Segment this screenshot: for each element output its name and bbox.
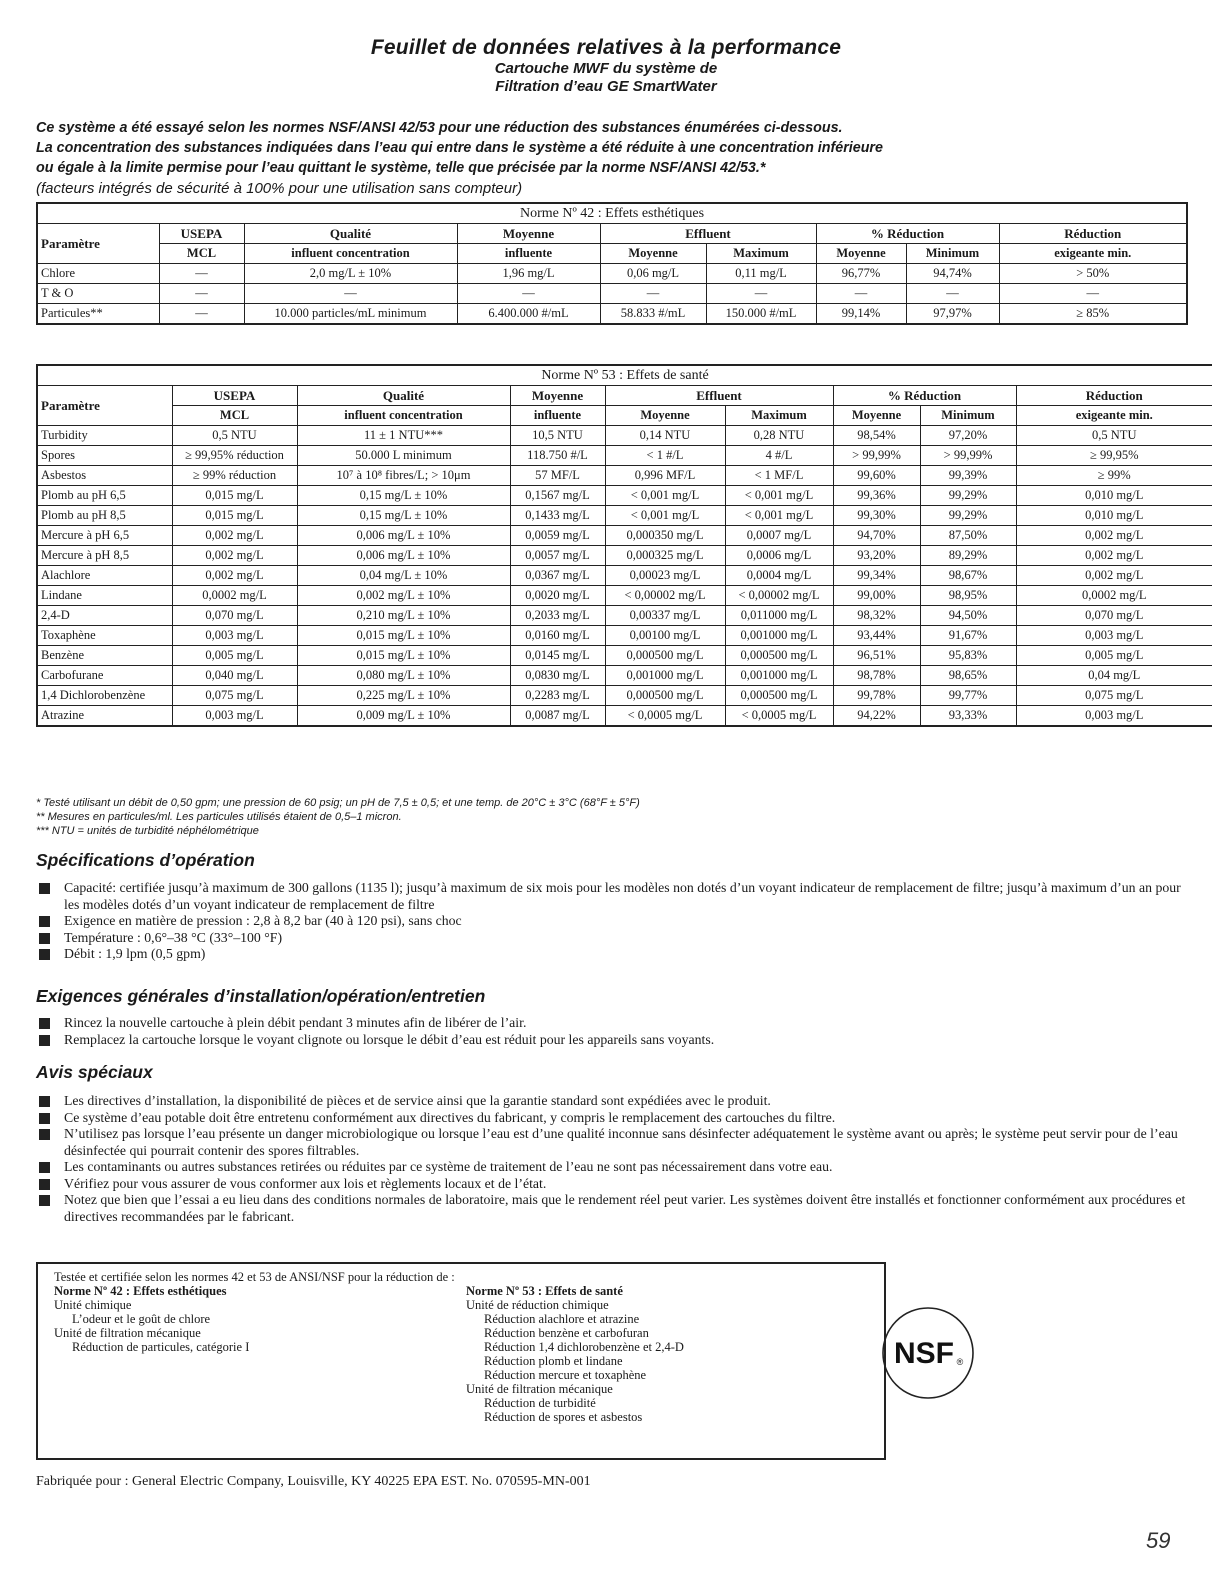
square-bullet-icon bbox=[39, 1113, 50, 1124]
col-header-red-avg: Moyenne bbox=[816, 244, 906, 264]
table-cell: — bbox=[706, 284, 816, 304]
col-header-usepa: USEPA bbox=[172, 386, 297, 406]
table-cell: < 0,00002 mg/L bbox=[725, 586, 833, 606]
cert-line: Unité chimique bbox=[54, 1298, 132, 1312]
table-cell: 0,003 mg/L bbox=[172, 626, 297, 646]
table-cell: 0,015 mg/L ± 10% bbox=[297, 626, 510, 646]
col-header-required: Réduction bbox=[1016, 386, 1212, 406]
table-cell: > 50% bbox=[999, 264, 1187, 284]
table-cell: 0,000500 mg/L bbox=[605, 646, 725, 666]
col-header-effluent: Effluent bbox=[605, 386, 833, 406]
table-cell: 0,001000 mg/L bbox=[725, 666, 833, 686]
table-cell: 10,5 NTU bbox=[510, 426, 605, 446]
list-item bbox=[36, 1032, 1186, 1049]
table-cell: 99,29% bbox=[920, 486, 1016, 506]
table-cell: 0,11 mg/L bbox=[706, 264, 816, 284]
intro-line-3: ou égale à la limite permise pour l’eau quittant le système, telle que précisée par la norme NSF/ANSI 42/53.* bbox=[36, 160, 766, 176]
table-cell: 99,30% bbox=[833, 506, 920, 526]
table-cell: 99,60% bbox=[833, 466, 920, 486]
table-row bbox=[37, 646, 1212, 666]
table-cell: 99,29% bbox=[920, 506, 1016, 526]
table-row bbox=[37, 686, 1212, 706]
col-header-mcl: MCL bbox=[172, 406, 297, 426]
col-header-param: Paramètre bbox=[37, 386, 172, 426]
row-parameter-cell: Toxaphène bbox=[37, 626, 172, 646]
table-cell: 0,006 mg/L ± 10% bbox=[297, 546, 510, 566]
row-parameter-cell: Benzène bbox=[37, 646, 172, 666]
row-parameter-cell: Mercure à pH 6,5 bbox=[37, 526, 172, 546]
list-item-text: Exigence en matière de pression : 2,8 à 8,2 bar (40 à 120 psi), sans choc bbox=[64, 913, 462, 928]
list-item-text: Ce système d’eau potable doit être entretenu conformément aux directives du fabricant, y compris le remplacement des cartouches du filtre. bbox=[64, 1109, 836, 1125]
table-cell: 89,29% bbox=[920, 546, 1016, 566]
table-cell: > 99,99% bbox=[833, 446, 920, 466]
square-bullet-icon bbox=[39, 1035, 50, 1046]
row-parameter-cell: Plomb au pH 6,5 bbox=[37, 486, 172, 506]
row-parameter-cell: Particules** bbox=[37, 304, 159, 325]
row-parameter-cell: Plomb au pH 8,5 bbox=[37, 506, 172, 526]
list-item bbox=[36, 1015, 1186, 1032]
table-cell: 0,0830 mg/L bbox=[510, 666, 605, 686]
table-cell: — bbox=[159, 264, 244, 284]
table-cell: 0,040 mg/L bbox=[172, 666, 297, 686]
col-header-required-min: exigeante min. bbox=[999, 244, 1187, 264]
square-bullet-icon bbox=[39, 1162, 50, 1173]
table-cell: 0,0020 mg/L bbox=[510, 586, 605, 606]
square-bullet-icon bbox=[39, 883, 50, 894]
table-row bbox=[37, 304, 1187, 325]
square-bullet-icon bbox=[39, 1018, 50, 1029]
square-bullet-icon bbox=[39, 916, 50, 927]
page-title: Feuillet de données relatives à la performance bbox=[370, 36, 842, 59]
table-cell: — bbox=[999, 284, 1187, 304]
table-cell: 0,0002 mg/L bbox=[1016, 586, 1212, 606]
table-cell: 0,0004 mg/L bbox=[725, 566, 833, 586]
table-cell: < 1 MF/L bbox=[725, 466, 833, 486]
col-header-eff-avg: Moyenne bbox=[605, 406, 725, 426]
table-cell: — bbox=[159, 284, 244, 304]
table-cell: 96,51% bbox=[833, 646, 920, 666]
table-cell: 93,33% bbox=[920, 706, 1016, 727]
list-item bbox=[36, 913, 1186, 930]
table-cell: 0,002 mg/L bbox=[1016, 526, 1212, 546]
table-cell: 0,070 mg/L bbox=[172, 606, 297, 626]
special-notices-list bbox=[36, 1093, 1186, 1225]
table-cell: 0,000500 mg/L bbox=[725, 686, 833, 706]
table-cell: 0,075 mg/L bbox=[172, 686, 297, 706]
table-cell: 97,97% bbox=[906, 304, 999, 325]
col-header-influent: influente bbox=[510, 406, 605, 426]
table-cell: 0,0059 mg/L bbox=[510, 526, 605, 546]
table-cell: 0,00100 mg/L bbox=[605, 626, 725, 646]
table-cell: 10⁷ à 10⁸ fibres/L; > 10μm bbox=[297, 466, 510, 486]
col-header-eff-avg: Moyenne bbox=[600, 244, 706, 264]
col-header-effluent: Effluent bbox=[600, 224, 816, 244]
table-row bbox=[37, 606, 1212, 626]
intro-line-2: La concentration des substances indiquées dans l’eau qui entre dans le système a été réduite à une concentration inférieure bbox=[36, 140, 883, 156]
table-standard-42 bbox=[36, 202, 1188, 325]
table-cell: 0,0057 mg/L bbox=[510, 546, 605, 566]
table-cell: 2,0 mg/L ± 10% bbox=[244, 264, 457, 284]
table-cell: — bbox=[457, 284, 600, 304]
square-bullet-icon bbox=[39, 1129, 50, 1140]
row-parameter-cell: Turbidity bbox=[37, 426, 172, 446]
col-header-influent: influente bbox=[457, 244, 600, 264]
table-cell: 0,015 mg/L bbox=[172, 506, 297, 526]
table-cell: 96,77% bbox=[816, 264, 906, 284]
certification-box bbox=[36, 1262, 886, 1460]
cert-53-list bbox=[466, 1298, 684, 1424]
list-item bbox=[36, 1093, 1186, 1110]
table-cell: 0,000325 mg/L bbox=[605, 546, 725, 566]
table-cell: 0,04 mg/L bbox=[1016, 666, 1212, 686]
intro-line-1: Ce système a été essayé selon les normes NSF/ANSI 42/53 pour une réduction des substances énumérées ci-dessous. bbox=[36, 120, 843, 136]
list-item-text: Température : 0,6°–38 °C (33°–100 °F) bbox=[64, 929, 283, 945]
subtitle-line-1: Cartouche MWF du système de bbox=[494, 60, 718, 77]
table-cell: 0,210 mg/L ± 10% bbox=[297, 606, 510, 626]
list-item bbox=[36, 880, 1186, 913]
col-header-avg: Moyenne bbox=[510, 386, 605, 406]
cert-line: Réduction de turbidité bbox=[484, 1396, 596, 1410]
col-header-reduction: % Réduction bbox=[833, 386, 1016, 406]
table-cell: 0,011000 mg/L bbox=[725, 606, 833, 626]
table-cell: ≥ 99,95% bbox=[1016, 446, 1212, 466]
table-standard-53 bbox=[36, 364, 1212, 727]
nsf-logo-text: NSF bbox=[894, 1337, 954, 1370]
col-header-usepa: USEPA bbox=[159, 224, 244, 244]
table-cell: 0,003 mg/L bbox=[1016, 706, 1212, 727]
nsf-logo bbox=[880, 1305, 976, 1401]
col-header-eff-max: Maximum bbox=[706, 244, 816, 264]
table-cell: 93,20% bbox=[833, 546, 920, 566]
col-header-avg: Moyenne bbox=[457, 224, 600, 244]
table-cell: 0,002 mg/L bbox=[172, 526, 297, 546]
table-cell: 0,06 mg/L bbox=[600, 264, 706, 284]
col-header-param: Paramètre bbox=[37, 224, 159, 264]
list-item-text: Les directives d’installation, la disponibilité de pièces et de service ainsi que la garantie standard sont expédiées avec le produit. bbox=[64, 1093, 771, 1108]
table-cell: 0,003 mg/L bbox=[1016, 626, 1212, 646]
cert-line: Unité de filtration mécanique bbox=[466, 1382, 613, 1396]
table-cell: 98,32% bbox=[833, 606, 920, 626]
page-number: 59 bbox=[1146, 1528, 1171, 1553]
table-cell: 0,001000 mg/L bbox=[725, 626, 833, 646]
table-cell: 97,20% bbox=[920, 426, 1016, 446]
col-header-influent-conc: influent concentration bbox=[244, 244, 457, 264]
list-item bbox=[36, 1126, 1186, 1159]
table-53-body bbox=[37, 426, 1212, 727]
table-row bbox=[37, 526, 1212, 546]
table-cell: 11 ± 1 NTU*** bbox=[297, 426, 510, 446]
subtitle-line-2: Filtration d’eau GE SmartWater bbox=[495, 78, 717, 95]
table-cell: 6.400.000 #/mL bbox=[457, 304, 600, 325]
table-row bbox=[37, 626, 1212, 646]
table-cell: 87,50% bbox=[920, 526, 1016, 546]
table-cell: 10.000 particles/mL minimum bbox=[244, 304, 457, 325]
table-cell: 0,15 mg/L ± 10% bbox=[297, 506, 510, 526]
footnote-1: * Testé utilisant un débit de 0,50 gpm; une pression de 60 psig; un pH de 7,5 ± 0,5; et une temp. de 20°C ± 3°C (68°F ± 5°F) bbox=[36, 797, 640, 809]
table-row bbox=[37, 546, 1212, 566]
col-header-red-avg: Moyenne bbox=[833, 406, 920, 426]
table-row bbox=[37, 426, 1212, 446]
footnote-3: *** NTU = unités de turbidité néphélométrique bbox=[36, 825, 259, 837]
table-cell: 0,28 NTU bbox=[725, 426, 833, 446]
cert-line: Réduction de particules, catégorie I bbox=[72, 1340, 250, 1354]
table-cell: 98,54% bbox=[833, 426, 920, 446]
list-item bbox=[36, 930, 1186, 947]
table-53-title: Norme Nº 53 : Effets de santé bbox=[37, 365, 1212, 386]
table-42-title: Norme Nº 42 : Effets esthétiques bbox=[37, 203, 1187, 224]
table-cell: 0,00023 mg/L bbox=[605, 566, 725, 586]
cert-line: Unité de réduction chimique bbox=[466, 1298, 609, 1312]
table-cell: 94,74% bbox=[906, 264, 999, 284]
table-cell: — bbox=[159, 304, 244, 325]
table-cell: 0,010 mg/L bbox=[1016, 486, 1212, 506]
row-parameter-cell: 1,4 Dichlorobenzène bbox=[37, 686, 172, 706]
table-cell: 99,34% bbox=[833, 566, 920, 586]
section-title-installation: Exigences générales d’installation/opération/entretien bbox=[36, 986, 486, 1006]
table-cell: 0,075 mg/L bbox=[1016, 686, 1212, 706]
table-cell: 0,070 mg/L bbox=[1016, 606, 1212, 626]
table-cell: 0,0160 mg/L bbox=[510, 626, 605, 646]
col-header-eff-max: Maximum bbox=[725, 406, 833, 426]
cert-line: Réduction benzène et carbofuran bbox=[484, 1326, 649, 1340]
table-cell: < 1 #/L bbox=[605, 446, 725, 466]
col-header-influent-conc: influent concentration bbox=[297, 406, 510, 426]
cert-line: Réduction alachlore et atrazine bbox=[484, 1312, 640, 1326]
table-cell: 1,96 mg/L bbox=[457, 264, 600, 284]
table-cell: ≥ 99,95% réduction bbox=[172, 446, 297, 466]
table-cell: 0,002 mg/L bbox=[172, 546, 297, 566]
table-cell: 93,44% bbox=[833, 626, 920, 646]
header bbox=[0, 36, 1212, 96]
table-cell: 98,65% bbox=[920, 666, 1016, 686]
table-row bbox=[37, 284, 1187, 304]
row-parameter-cell: Carbofurane bbox=[37, 666, 172, 686]
footnotes bbox=[36, 796, 640, 838]
col-header-red-min: Minimum bbox=[906, 244, 999, 264]
table-row bbox=[37, 586, 1212, 606]
table-row bbox=[37, 486, 1212, 506]
list-item bbox=[36, 1192, 1186, 1225]
table-cell: 0,080 mg/L ± 10% bbox=[297, 666, 510, 686]
col-header-mcl: MCL bbox=[159, 244, 244, 264]
table-cell: > 99,99% bbox=[920, 446, 1016, 466]
list-item-text: Débit : 1,9 lpm (0,5 gpm) bbox=[64, 946, 206, 961]
table-cell: 0,00337 mg/L bbox=[605, 606, 725, 626]
cert-line: Réduction 1,4 dichlorobenzène et 2,4-D bbox=[484, 1340, 684, 1354]
table-cell: < 0,001 mg/L bbox=[725, 486, 833, 506]
cert-column-53 bbox=[466, 1284, 684, 1424]
table-cell: 4 #/L bbox=[725, 446, 833, 466]
table-row bbox=[37, 666, 1212, 686]
col-header-required-min: exigeante min. bbox=[1016, 406, 1212, 426]
cert-42-list bbox=[54, 1298, 249, 1354]
table-cell: 0,04 mg/L ± 10% bbox=[297, 566, 510, 586]
row-parameter-cell: 2,4-D bbox=[37, 606, 172, 626]
table-cell: 0,996 MF/L bbox=[605, 466, 725, 486]
table-cell: 150.000 #/mL bbox=[706, 304, 816, 325]
table-cell: 91,67% bbox=[920, 626, 1016, 646]
table-cell: 0,005 mg/L bbox=[1016, 646, 1212, 666]
table-cell: 0,009 mg/L ± 10% bbox=[297, 706, 510, 727]
table-cell: 99,14% bbox=[816, 304, 906, 325]
table-cell: 0,15 mg/L ± 10% bbox=[297, 486, 510, 506]
table-cell: 0,14 NTU bbox=[605, 426, 725, 446]
list-item bbox=[36, 1159, 1186, 1176]
list-item-text: N’utilisez pas lorsque l’eau présente un danger microbiologique ou lorsque l’eau est d’une qualité inconnue sans désinfecter adéquatement le système avant ou après; le système peut servir pour de l’eau désinfectée qui pourrait contenir des spores filtrables. bbox=[64, 1126, 1178, 1158]
square-bullet-icon bbox=[39, 1096, 50, 1107]
table-cell: 0,006 mg/L ± 10% bbox=[297, 526, 510, 546]
table-cell: 0,2283 mg/L bbox=[510, 686, 605, 706]
table-row bbox=[37, 446, 1212, 466]
col-header-quality: Qualité bbox=[297, 386, 510, 406]
intro-safety-note: (facteurs intégrés de sécurité à 100% pour une utilisation sans compteur) bbox=[36, 180, 523, 197]
list-item-text: Les contaminants ou autres substances retirées ou réduites par ce système de traitement de l’eau ne sont pas nécessairement dans votre eau. bbox=[64, 1159, 833, 1174]
table-cell: 0,0087 mg/L bbox=[510, 706, 605, 727]
table-cell: 0,5 NTU bbox=[1016, 426, 1212, 446]
row-parameter-cell: Alachlore bbox=[37, 566, 172, 586]
list-item-text: Vérifiez pour vous assurer de vous conformer aux lois et règlements locaux et de l’état. bbox=[64, 1175, 547, 1191]
table-cell: 0,0006 mg/L bbox=[725, 546, 833, 566]
list-item-text: Remplacez la cartouche lorsque le voyant clignote ou lorsque le débit d’eau est réduit pour les appareils sans voyants. bbox=[64, 1031, 715, 1047]
table-cell: < 0,00002 mg/L bbox=[605, 586, 725, 606]
table-cell: 0,000500 mg/L bbox=[605, 686, 725, 706]
table-cell: — bbox=[600, 284, 706, 304]
cert-line: L’odeur et le goût de chlore bbox=[72, 1312, 211, 1326]
table-cell: — bbox=[244, 284, 457, 304]
col-header-red-min: Minimum bbox=[920, 406, 1016, 426]
list-item bbox=[36, 1176, 1186, 1193]
table-cell: 0,0007 mg/L bbox=[725, 526, 833, 546]
table-cell: 94,22% bbox=[833, 706, 920, 727]
cert-line: Unité de filtration mécanique bbox=[54, 1326, 201, 1340]
row-parameter-cell: T & O bbox=[37, 284, 159, 304]
table-cell: 0,015 mg/L bbox=[172, 486, 297, 506]
table-cell: 0,225 mg/L ± 10% bbox=[297, 686, 510, 706]
cert-53-heading: Norme Nº 53 : Effets de santé bbox=[466, 1284, 623, 1298]
table-row bbox=[37, 506, 1212, 526]
table-cell: 0,002 mg/L ± 10% bbox=[297, 586, 510, 606]
table-cell: 0,2033 mg/L bbox=[510, 606, 605, 626]
col-header-required: Réduction bbox=[999, 224, 1187, 244]
list-item bbox=[36, 946, 1186, 963]
footnote-2: ** Mesures en particules/ml. Les particules utilisés étaient de 0,5–1 micron. bbox=[36, 811, 402, 823]
list-item-text: Notez que bien que l’essai a eu lieu dans des conditions normales de laboratoire, mais que le rendement réel peut varier. Les systèmes doivent être installés et fonctionner conformément aux procédures et directives recommandées par le fabricant. bbox=[64, 1192, 1186, 1224]
table-cell: 94,50% bbox=[920, 606, 1016, 626]
table-cell: 0,0002 mg/L bbox=[172, 586, 297, 606]
nsf-registered-mark: ® bbox=[956, 1357, 964, 1367]
table-cell: 0,002 mg/L bbox=[1016, 566, 1212, 586]
cert-column-42 bbox=[54, 1284, 249, 1354]
table-cell: 0,1433 mg/L bbox=[510, 506, 605, 526]
list-item bbox=[36, 1110, 1186, 1127]
table-cell: 58.833 #/mL bbox=[600, 304, 706, 325]
row-parameter-cell: Chlore bbox=[37, 264, 159, 284]
table-cell: 0,001000 mg/L bbox=[605, 666, 725, 686]
table-cell: 57 MF/L bbox=[510, 466, 605, 486]
table-cell: < 0,0005 mg/L bbox=[605, 706, 725, 727]
installation-list bbox=[36, 1015, 1186, 1048]
section-title-special-notices: Avis spéciaux bbox=[36, 1062, 153, 1082]
square-bullet-icon bbox=[39, 1179, 50, 1190]
table-cell: 99,39% bbox=[920, 466, 1016, 486]
manufacturer-footer: Fabriquée pour : General Electric Company, Louisville, KY 40225 EPA EST. No. 070595-MN-001 bbox=[36, 1474, 591, 1489]
row-parameter-cell: Lindane bbox=[37, 586, 172, 606]
table-cell: 0,005 mg/L bbox=[172, 646, 297, 666]
table-cell: < 0,001 mg/L bbox=[605, 486, 725, 506]
certification-intro: Testée et certifiée selon les normes 42 et 53 de ANSI/NSF pour la réduction de : bbox=[54, 1270, 455, 1284]
table-cell: 95,83% bbox=[920, 646, 1016, 666]
cert-42-heading: Norme Nº 42 : Effets esthétiques bbox=[54, 1284, 227, 1298]
list-item-text: Rincez la nouvelle cartouche à plein débit pendant 3 minutes afin de libérer de l’air. bbox=[64, 1015, 527, 1030]
table-cell: 0,000500 mg/L bbox=[725, 646, 833, 666]
table-cell: < 0,001 mg/L bbox=[725, 506, 833, 526]
table-cell: 0,5 NTU bbox=[172, 426, 297, 446]
table-cell: 99,78% bbox=[833, 686, 920, 706]
table-row bbox=[37, 566, 1212, 586]
table-cell: 98,78% bbox=[833, 666, 920, 686]
list-item-text: Capacité: certifiée jusqu’à maximum de 300 gallons (1135 l); jusqu’à maximum de six mois pour les modèles non dotés d’un voyant indicateur de remplacement de filtre; jusqu’à maximum d’un an pour les modèles dotés d’un voyant indicateur de remplacement de filtre bbox=[64, 880, 1181, 912]
table-cell: ≥ 99% bbox=[1016, 466, 1212, 486]
table-cell: 94,70% bbox=[833, 526, 920, 546]
table-cell: — bbox=[816, 284, 906, 304]
row-parameter-cell: Mercure à pH 8,5 bbox=[37, 546, 172, 566]
table-cell: 99,00% bbox=[833, 586, 920, 606]
table-cell: 0,002 mg/L bbox=[172, 566, 297, 586]
col-header-quality: Qualité bbox=[244, 224, 457, 244]
row-parameter-cell: Spores bbox=[37, 446, 172, 466]
table-cell: 0,003 mg/L bbox=[172, 706, 297, 727]
row-parameter-cell: Atrazine bbox=[37, 706, 172, 727]
cert-line: Réduction mercure et toxaphène bbox=[484, 1368, 647, 1382]
table-42-body bbox=[37, 264, 1187, 325]
table-cell: < 0,0005 mg/L bbox=[725, 706, 833, 727]
table-row bbox=[37, 466, 1212, 486]
table-cell: 99,77% bbox=[920, 686, 1016, 706]
cert-line: Réduction de spores et asbestos bbox=[484, 1410, 643, 1424]
table-cell: 0,000350 mg/L bbox=[605, 526, 725, 546]
table-cell: 98,67% bbox=[920, 566, 1016, 586]
table-cell: 0,0145 mg/L bbox=[510, 646, 605, 666]
cert-line: Réduction plomb et lindane bbox=[484, 1354, 623, 1368]
table-cell: 98,95% bbox=[920, 586, 1016, 606]
table-cell: 50.000 L minimum bbox=[297, 446, 510, 466]
specifications-list bbox=[36, 880, 1186, 963]
intro-text bbox=[36, 118, 1186, 178]
table-cell: 0,015 mg/L ± 10% bbox=[297, 646, 510, 666]
square-bullet-icon bbox=[39, 949, 50, 960]
table-cell: 118.750 #/L bbox=[510, 446, 605, 466]
table-cell: < 0,001 mg/L bbox=[605, 506, 725, 526]
row-parameter-cell: Asbestos bbox=[37, 466, 172, 486]
table-cell: ≥ 85% bbox=[999, 304, 1187, 325]
section-title-specifications: Spécifications d’opération bbox=[36, 850, 255, 870]
table-cell: ≥ 99% réduction bbox=[172, 466, 297, 486]
table-cell: 0,002 mg/L bbox=[1016, 546, 1212, 566]
table-cell: 0,1567 mg/L bbox=[510, 486, 605, 506]
square-bullet-icon bbox=[39, 1195, 50, 1206]
table-row bbox=[37, 264, 1187, 284]
table-cell: — bbox=[906, 284, 999, 304]
table-cell: 0,010 mg/L bbox=[1016, 506, 1212, 526]
square-bullet-icon bbox=[39, 933, 50, 944]
table-cell: 0,0367 mg/L bbox=[510, 566, 605, 586]
table-row bbox=[37, 706, 1212, 727]
col-header-reduction: % Réduction bbox=[816, 224, 999, 244]
table-cell: 99,36% bbox=[833, 486, 920, 506]
